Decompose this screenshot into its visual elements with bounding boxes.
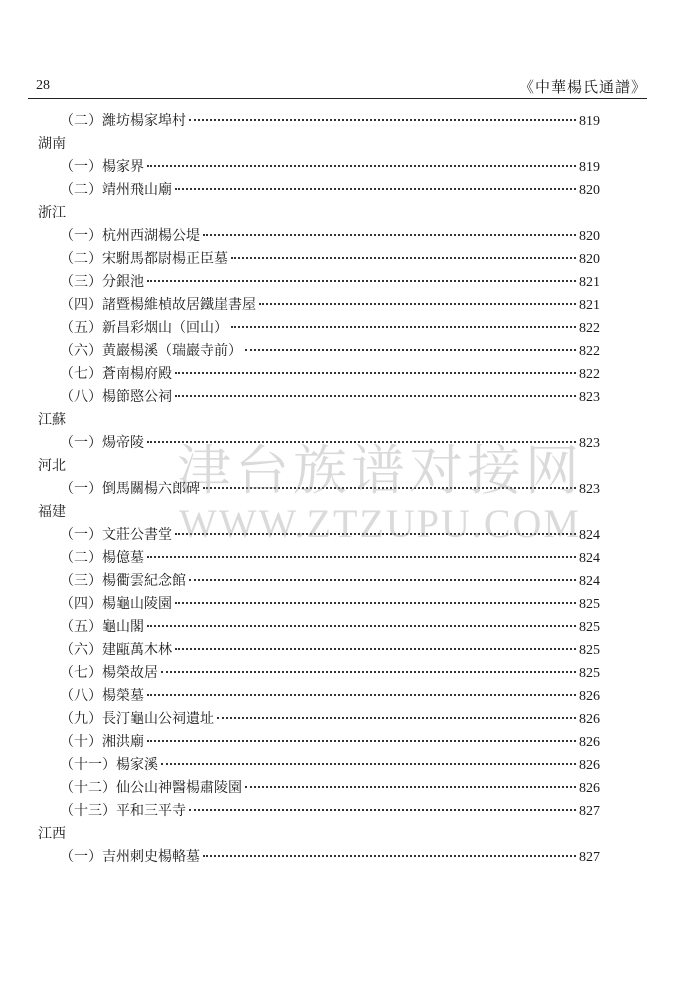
page-header (28, 70, 647, 100)
dot-leader (175, 188, 576, 190)
toc-entry-page: 819 (579, 160, 600, 175)
dot-leader (175, 602, 576, 604)
dot-leader (245, 786, 576, 788)
toc-entry-title: 濰坊楊家埠村 (102, 113, 186, 129)
toc-entry-number: （二） (60, 550, 102, 566)
toc-region-heading: 湖南 (38, 136, 66, 152)
toc-entry-title: 分銀池 (102, 274, 144, 290)
dot-leader (189, 809, 576, 811)
toc-entry-page: 825 (579, 620, 600, 635)
toc-entry-title: 長汀龜山公祠遺址 (102, 711, 214, 727)
table-of-contents (30, 110, 600, 869)
toc-entry[interactable] (30, 570, 600, 593)
toc-entry-title: 湘洪廟 (102, 734, 144, 750)
dot-leader (217, 717, 576, 719)
toc-entry-number: （一） (60, 228, 102, 244)
toc-entry-number: （二） (60, 251, 102, 267)
toc-entry[interactable] (30, 294, 600, 317)
toc-entry-number: （五） (60, 619, 102, 635)
dot-leader (147, 694, 576, 696)
toc-entry-page: 821 (579, 298, 600, 313)
toc-entry-page: 819 (579, 114, 600, 129)
toc-entry-number: （一） (60, 435, 102, 451)
toc-entry-page: 826 (579, 712, 600, 727)
page-number: 28 (36, 78, 50, 93)
toc-entry-number: （九） (60, 711, 102, 727)
toc-entry-page: 827 (579, 804, 600, 819)
toc-entry-number: （一） (60, 527, 102, 543)
dot-leader (203, 234, 576, 236)
toc-entry[interactable] (30, 777, 600, 800)
toc-entry-number: （十三） (60, 803, 116, 819)
toc-entry-number: （五） (60, 320, 102, 336)
toc-entry-title: 楊榮故居 (102, 665, 158, 681)
toc-entry-number: （三） (60, 274, 102, 290)
toc-entry-page: 823 (579, 390, 600, 405)
toc-entry[interactable] (30, 340, 600, 363)
dot-leader (231, 326, 576, 328)
toc-region-heading: 江西 (38, 826, 66, 842)
toc-entry-title: 蒼南楊府殿 (102, 366, 172, 382)
toc-entry[interactable] (30, 547, 600, 570)
toc-entry-page: 826 (579, 689, 600, 704)
dot-leader (231, 257, 576, 259)
toc-entry-title: 平和三平寺 (116, 803, 186, 819)
toc-entry-page: 824 (579, 574, 600, 589)
watermark-cn: 津台族谱对接网 (177, 439, 583, 502)
toc-entry[interactable] (30, 662, 600, 685)
toc-entry-title: 楊節愍公祠 (102, 389, 172, 405)
toc-entry-page: 820 (579, 252, 600, 267)
toc-entry[interactable] (30, 639, 600, 662)
toc-region-heading: 浙江 (38, 205, 66, 221)
toc-entry-title: 諸暨楊維楨故居鐵崖書屋 (102, 297, 256, 313)
toc-entry[interactable] (30, 156, 600, 179)
toc-entry-page: 820 (579, 183, 600, 198)
toc-entry-page: 826 (579, 735, 600, 750)
running-title: 《中華楊氏通譜》 (518, 78, 647, 96)
toc-entry[interactable] (30, 478, 600, 501)
toc-entry[interactable] (30, 800, 600, 823)
toc-entry-title: 楊榮墓 (102, 688, 144, 704)
watermark-en: WWW.ZTZUPU.COM (178, 501, 582, 546)
toc-entry-number: （一） (60, 849, 102, 865)
toc-entry-number: （八） (60, 389, 102, 405)
toc-entry-number: （八） (60, 688, 102, 704)
dot-leader (147, 740, 576, 742)
toc-entry[interactable] (30, 524, 600, 547)
dot-leader (147, 280, 576, 282)
toc-entry-page: 823 (579, 436, 600, 451)
dot-leader (175, 372, 576, 374)
toc-entry-title: 靖州飛山廟 (102, 182, 172, 198)
toc-entry-number: （二） (60, 182, 102, 198)
toc-entry-page: 820 (579, 229, 600, 244)
toc-entry-page: 822 (579, 344, 600, 359)
toc-entry-number: （十二） (60, 780, 116, 796)
toc-entry-title: 新昌彩烟山（回山） (102, 320, 228, 336)
toc-entry-page: 825 (579, 643, 600, 658)
toc-entry-page: 826 (579, 781, 600, 796)
toc-entry-number: （四） (60, 297, 102, 313)
toc-entry-number: （四） (60, 596, 102, 612)
toc-entry-title: 煬帝陵 (102, 435, 144, 451)
toc-entry-title: 宋駙馬都尉楊正臣墓 (102, 251, 228, 267)
toc-entry[interactable] (30, 225, 600, 248)
toc-entry-number: （十） (60, 734, 102, 750)
toc-region-heading: 江蘇 (38, 412, 66, 428)
toc-entry-title: 楊億墓 (102, 550, 144, 566)
toc-entry-number: （十一） (60, 757, 116, 773)
toc-entry[interactable] (30, 248, 600, 271)
dot-leader (189, 119, 576, 121)
toc-entry[interactable] (30, 432, 600, 455)
dot-leader (259, 303, 576, 305)
dot-leader (147, 165, 576, 167)
toc-entry-title: 黄巖楊溪（瑞巖寺前） (102, 343, 242, 359)
dot-leader (175, 533, 576, 535)
toc-region-heading: 福建 (38, 504, 66, 520)
toc-entry[interactable] (30, 593, 600, 616)
toc-entry-title: 文莊公書堂 (102, 527, 172, 543)
dot-leader (203, 855, 576, 857)
toc-entry-page: 822 (579, 321, 600, 336)
toc-entry-number: （一） (60, 159, 102, 175)
toc-entry-number: （一） (60, 481, 102, 497)
toc-entry-title: 楊家溪 (116, 757, 158, 773)
dot-leader (245, 349, 576, 351)
toc-entry[interactable] (30, 363, 600, 386)
dot-leader (161, 763, 576, 765)
toc-entry-page: 827 (579, 850, 600, 865)
dot-leader (189, 579, 576, 581)
toc-entry-page: 824 (579, 528, 600, 543)
toc-entry-number: （六） (60, 343, 102, 359)
toc-entry-page: 825 (579, 597, 600, 612)
toc-entry-title: 建甌萬木林 (102, 642, 172, 658)
toc-entry-page: 824 (579, 551, 600, 566)
toc-entry-page: 826 (579, 758, 600, 773)
dot-leader (175, 395, 576, 397)
toc-entry-title: 吉州刺史楊輅墓 (102, 849, 200, 865)
dot-leader (147, 556, 576, 558)
toc-entry[interactable] (30, 179, 600, 202)
toc-entry-page: 822 (579, 367, 600, 382)
dot-leader (203, 487, 576, 489)
toc-entry-page: 823 (579, 482, 600, 497)
toc-entry-page: 821 (579, 275, 600, 290)
toc-entry-title: 倒馬關楊六郎碑 (102, 481, 200, 497)
toc-entry-title: 龜山閣 (102, 619, 144, 635)
toc-entry-title: 楊衢雲紀念館 (102, 573, 186, 589)
toc-entry[interactable] (30, 685, 600, 708)
toc-entry-number: （三） (60, 573, 102, 589)
dot-leader (161, 671, 576, 673)
dot-leader (147, 625, 576, 627)
dot-leader (175, 648, 576, 650)
toc-entry-title: 杭州西湖楊公堤 (102, 228, 200, 244)
toc-entry[interactable] (30, 731, 600, 754)
toc-entry-title: 仙公山神醫楊肅陵園 (116, 780, 242, 796)
toc-entry[interactable] (30, 317, 600, 340)
toc-entry[interactable] (30, 271, 600, 294)
toc-entry-number: （七） (60, 366, 102, 382)
toc-entry[interactable] (30, 386, 600, 409)
toc-entry[interactable] (30, 708, 600, 731)
dot-leader (147, 441, 576, 443)
toc-entry-number: （七） (60, 665, 102, 681)
toc-entry[interactable] (30, 616, 600, 639)
toc-region-heading: 河北 (38, 458, 66, 474)
toc-entry[interactable] (30, 110, 600, 133)
toc-entry-number: （六） (60, 642, 102, 658)
toc-entry-page: 825 (579, 666, 600, 681)
toc-entry-number: （二） (60, 113, 102, 129)
toc-entry[interactable] (30, 846, 600, 869)
toc-entry-title: 楊家界 (102, 159, 144, 175)
toc-entry-title: 楊龜山陵園 (102, 596, 172, 612)
toc-entry[interactable] (30, 754, 600, 777)
header-rule (28, 98, 647, 99)
